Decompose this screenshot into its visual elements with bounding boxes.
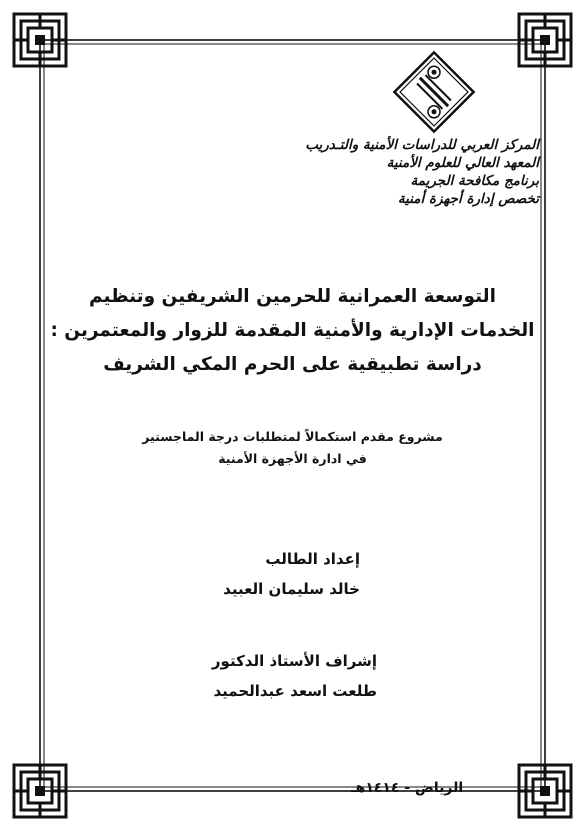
title-line-2: الخدمات الإدارية والأمنية المقدمة للزوار والمعتمرين : (50, 320, 535, 341)
institution-line-2: المعهد العالي للعلوم الأمنية (386, 155, 539, 171)
institution-line-1: المركز العربي للدراسات الأمنية والتـدريب (305, 137, 539, 153)
subtitle-line-2: في ادارة الأجهزة الأمنية (218, 451, 367, 466)
subtitle-line-1: مشروع مقدم استكمالاً لمتطلبات درجة الماجستير (142, 429, 443, 444)
title-line-3: دراسة تطبيقية على الحرم المكي الشريف (103, 354, 482, 375)
place-date: الرياض - ١٤١٤هـ (350, 780, 464, 796)
institution-block (209, 136, 539, 208)
supervisor-name: طلعت اسعد عبدالحميد (213, 682, 377, 700)
supervisor-label: إشراف الأستاذ الدكتور (211, 652, 377, 670)
institution-line-4: تخصص إدارة أجهزة أمنية (397, 191, 539, 207)
academy-seal-icon (392, 50, 476, 134)
institution-line-3: برنامج مكافحة الجريمة (410, 173, 539, 189)
student-block (160, 544, 360, 604)
student-name: خالد سليمان العبيد (223, 580, 360, 598)
supervisor-block (157, 646, 377, 706)
student-label: إعداد الطالب (265, 550, 360, 568)
thesis-title (0, 280, 585, 382)
degree-statement (0, 426, 585, 470)
title-line-1: التوسعة العمرانية للحرمين الشريفين وتنظيم (89, 286, 496, 307)
